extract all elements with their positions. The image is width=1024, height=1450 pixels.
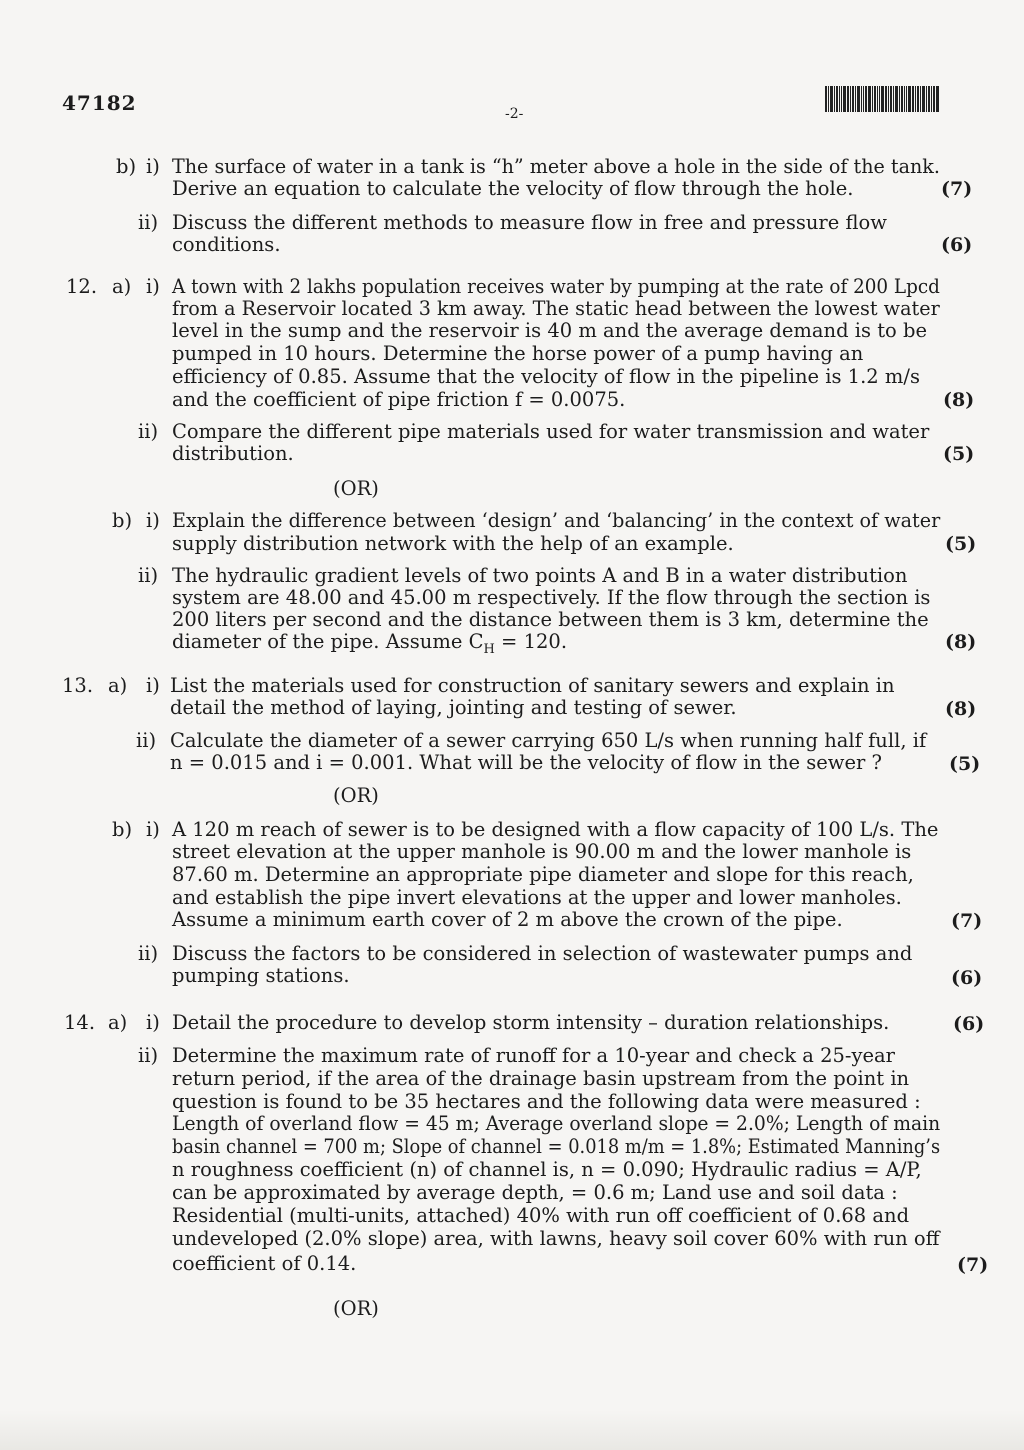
q14a-i-number: i) [146,1011,160,1034]
question-text: distribution. [172,442,294,465]
text-part: diameter of the pipe. Assume C [172,630,484,653]
q11b-i-number: i) [146,155,160,178]
marks: (8) [945,698,977,720]
question-text: street elevation at the upper manhole is 90.00 m and the lower manhole is [172,840,912,863]
question-text: A town with 2 lakhs population receives water by pumping at the rate of 200 Lpcd [172,275,940,298]
marks: (5) [945,533,977,555]
marks: (7) [951,910,983,932]
question-text: undeveloped (2.0% slope) area, with lawns, heavy soil cover 60% with run off [172,1227,940,1250]
page-bottom-edge [0,1410,1024,1450]
marks: (8) [943,389,975,411]
question-text: efficiency of 0.85. Assume that the velocity of flow in the pipeline is 1.2 m/s [172,365,920,388]
question-text: Discuss the factors to be considered in selection of wastewater pumps and [172,942,913,965]
barcode-image [825,86,965,112]
marks: (7) [941,178,973,200]
subscript: H [483,641,495,657]
page-number: -2- [505,106,524,122]
question-text: detail the method of laying, jointing and testing of sewer. [170,696,737,719]
question-text: and establish the pipe invert elevations at the upper and lower manholes. [172,886,902,909]
question-text: conditions. [172,233,281,256]
question-text: pumped in 10 hours. Determine the horse power of a pump having an [172,342,864,365]
marks: (6) [941,234,973,256]
question-text: 87.60 m. Determine an appropriate pipe diameter and slope for this reach, [172,863,914,886]
question-text: Assume a minimum earth cover of 2 m above the crown of the pipe. [172,908,843,931]
question-text: A 120 m reach of sewer is to be designed with a flow capacity of 100 L/s. The [172,818,939,841]
question-text: List the materials used for construction of sanitary sewers and explain in [170,674,895,697]
marks: (5) [943,443,975,465]
question-text: question is found to be 35 hectares and the following data were measured : [172,1090,921,1113]
question-text: return period, if the area of the drainage basin upstream from the point in [172,1067,910,1090]
question-text: Calculate the diameter of a sewer carrying 650 L/s when running half full, if [170,729,927,752]
marks: (6) [951,967,983,989]
question-text: and the coefficient of pipe friction f = 0.0075. [172,388,626,411]
q12b-ii-number: ii) [138,564,159,587]
q13b-label: b) [112,818,133,841]
question-number: 12. [66,275,98,298]
question-text: supply distribution network with the help of an example. [172,532,734,555]
question-text: n roughness coefficient (n) of channel is, n = 0.090; Hydraulic radius = A/P, [172,1158,922,1181]
question-text: from a Reservoir located 3 km away. The static head between the lowest water [172,297,940,320]
question-text: basin channel = 700 m; Slope of channel = 0.018 m/m = 1.8%; Estimated Manning’s [172,1135,941,1158]
q12b-label: b) [112,509,133,532]
q13a-label: a) [108,674,128,697]
question-number: 13. [62,674,94,697]
question-text: pumping stations. [172,964,350,987]
q12a-ii-number: ii) [138,420,159,443]
or-separator: (OR) [333,784,379,807]
question-text: system are 48.00 and 45.00 m respectively. If the flow through the section is [172,586,931,609]
q12b-i-number: i) [146,509,160,532]
question-text: level in the sump and the reservoir is 40 m and the average demand is to be [172,319,927,342]
question-text: 200 liters per second and the distance between them is 3 km, determine the [172,608,929,631]
question-text: Discuss the different methods to measure flow in free and pressure flow [172,211,887,234]
question-text: Detail the procedure to develop storm intensity – duration relationships. [172,1011,890,1034]
q12a-label: a) [112,275,132,298]
text-part: = 120. [494,630,568,653]
question-text: Residential (multi-units, attached) 40% with run off coefficient of 0.68 and [172,1204,910,1227]
q14a-ii-number: ii) [138,1044,159,1067]
question-text: Compare the different pipe materials used for water transmission and water [172,420,930,443]
marks: (8) [945,631,977,653]
marks: (6) [953,1013,985,1035]
question-text: n = 0.015 and i = 0.001. What will be the velocity of flow in the sewer ? [170,751,883,774]
question-text [172,631,567,661]
question-text: can be approximated by average depth, = 0.6 m; Land use and soil data : [172,1181,898,1204]
q14a-label: a) [108,1011,128,1034]
question-text: Derive an equation to calculate the velocity of flow through the hole. [172,177,854,200]
question-text: coefficient of 0.14. [172,1252,357,1275]
q13a-ii-number: ii) [136,729,157,752]
or-separator: (OR) [333,1297,379,1320]
marks: (7) [957,1254,989,1276]
question-text: Explain the difference between ‘design’ and ‘balancing’ in the context of water [172,509,941,532]
q13a-i-number: i) [146,674,160,697]
q13b-ii-number: ii) [138,942,159,965]
question-text: Length of overland flow = 45 m; Average overland slope = 2.0%; Length of main [172,1112,941,1135]
or-separator: (OR) [333,477,379,500]
q11b-label: b) [116,155,137,178]
question-text: The surface of water in a tank is “h” meter above a hole in the side of the tank. [172,155,940,178]
question-number: 14. [64,1011,96,1034]
question-text: The hydraulic gradient levels of two points A and B in a water distribution [172,564,908,587]
paper-code: 47182 [62,91,137,115]
q13b-i-number: i) [146,818,160,841]
question-text: Determine the maximum rate of runoff for a 10-year and check a 25-year [172,1044,895,1067]
marks: (5) [949,753,981,775]
q11b-ii-number: ii) [138,211,159,234]
q12a-i-number: i) [146,275,160,298]
